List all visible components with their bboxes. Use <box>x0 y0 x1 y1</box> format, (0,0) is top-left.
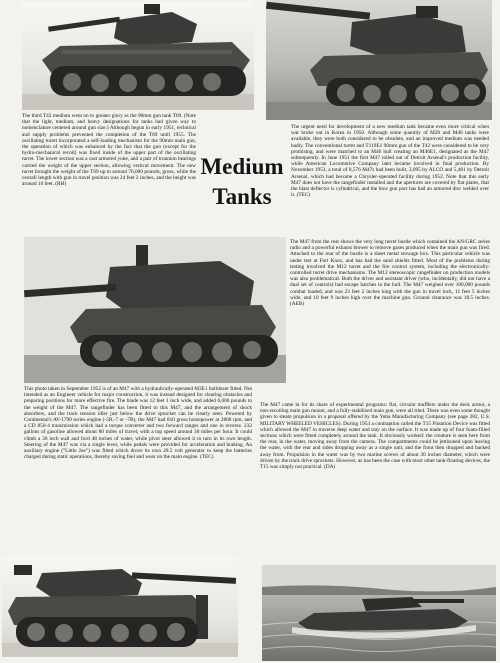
caption-t69: The third T42 medium went on to greater glory as the 90mm gun tank T69. (Note that the light, medium, and heavy designations for tanks had given way to nomenclature centered around gun size.) Although begun in early 1951, technical and supply problems prevented the completion of the T69 until 1955. The oscillating turret incorporated a self-loading mechanism for the 90mm main gun, the operation of which was enhanced by the fact that the gun (except for the hydro-mechanical recoil) was fixed inside of the upper part of the oscillating turret. The lower section was a cast armored yoke, and a pair of trunnion bearings carried the weight of the upper section, allowing vertical movement. The new turret brought the weight of the T69 up to around 76,000 pounds, gross, while the overall length with gun in travel position was 24 feet 2 inches, and the height was around 10 feet. (RH) <box>22 113 196 188</box>
heading-line-1: Medium <box>200 154 284 179</box>
photo-early-m47 <box>266 0 492 120</box>
photo-m47-rear <box>24 237 286 383</box>
photo-t69-tank <box>22 2 254 110</box>
photo-m47-flotation <box>262 565 496 661</box>
photo-m47-bulldozer <box>2 555 238 657</box>
caption-urgent-need: The urgent need for development of a new medium tank became even more critical when war broke out in Korea in 1950. Although some quantity of M26 and M46 tanks were available, they were both considered to be obsolete, and an improved medium was needed badly. The conventional turret and T119E1 90mm gun of the T42 were considered to be very promising, and were matched to an M46 hull creating an M46E1, designated as the M47 subsequently. In June 1951 the first M47 rolled out of Detroit Arsenal's production facility, while American Locomotive Company later became involved in final production. By November 1953, a total of 8,576 M47s had been built, 3,095 by ALCO and 5,481 by Detroit Arsenal, which had become a Chrysler-operated facility during 1952. Note that this early M47 does not have the rangefinder installed and the apertures are covered by flat plates, that the blast deflector is cylindrical, and the bow gun port has had an armored disc welded over it. (TEC) <box>291 124 489 199</box>
heading-line-2: Tanks <box>212 184 272 209</box>
caption-bulldozer: This photo taken in September 1952 is of an M47 with a hydraulically-operated M3E1 bulldozer fitted. Not intended as an Engineer vehicle for major construction, it was instead designed for clearing obstacles and preparing positions for more effective fire. The blade was 12 feet 1 inch wide, and added 6,000 pounds to the weight of the M47. The rangefinder has been fitted to this M47, and the arrangement of shock absorbers, and the track tension idler just below the drive sprocket can be clearly seen. Powered by Continental's AV-1790 series engine (-5B,-7 or -7B), the M47 had 810 gross horsepower at 2800 rpm, and a CD 850-4 transmission which had a torque converter and two forward ranges and one in reverse. 232 gallons of gasoline allowed about 80 miles of travel, with a top speed around 30 miles per hour. It could climb a 36 inch wall and ford 48 inches of water, while pivot steer allowed it to turn in its own length. Steering of the M47 was via a single lever, while pedals were provided for acceleration and braking. An auxiliary engine ("Little Joe") was fitted which drove its own 28.5 volt generator to keep the batteries charged during static operations, thereby saving fuel and wear on the main engine. (TEC) <box>24 386 252 461</box>
section-heading <box>196 152 288 212</box>
caption-m47-rear: The M47 from the rear shows the very long turret bustle which contained the AN/GRC series radio and a powerful exhaust blower to remove gases produced when the main gun was fired. Attached to the rear of the bustle is a sheet metal stowage box. This particular vehicle was under test at Fort Knox, and has had the sand shields fitted. Most of the problems during testing involved the M12 turret and the fire control system, including the electronically-controlled turret drive mechanisms. The M12 stereoscopic rangefinder on production models was also problematical. Both the driver and assistant driver (who, incidentally, did not have a dual set of controls) had escape hatches in the hull. The M47 weighed over 100,000 pounds combat loaded, and was 23 feet 2 inches long with the gun in travel lock, 11 feet 5 inches wide, and 10 feet 9 inches high over the machine gun. Ground clearance was 18.5 inches. (AEB) <box>290 239 490 308</box>
caption-flotation: The M47 came in for its share of experimental programs: flat, circular mufflers under the deck armor, a non-recoiling main gun mount, and a fully-stabilized main gun, were all tried. There was even some thought given to steam propulsion in a proposal offered by the Yuba Manufacturing Company (see page 282, U.S. MILITARY WHEELED VEHICLES). During 1953 a contraption called the T15 Flotation Device was fitted which allowed the M47 to traverse deep water and stay on the surface. It was made up of four foam-filled sections which were fitted completely around the tank. It obviously worked: the creature is seen here from the rear, in the water, moving away from the camera. The compartments could be jettisoned upon leaving the water, with the rear and sides dropping away as a single unit, and the front then dropped and backed away from. Propulsion in the water was by two marine screws of about 30 inches diameter, which were driven by the track drive sprockets. However, as has been the case with most other tank-floating devices, the T15 was simply not practical. (DA) <box>260 402 490 471</box>
